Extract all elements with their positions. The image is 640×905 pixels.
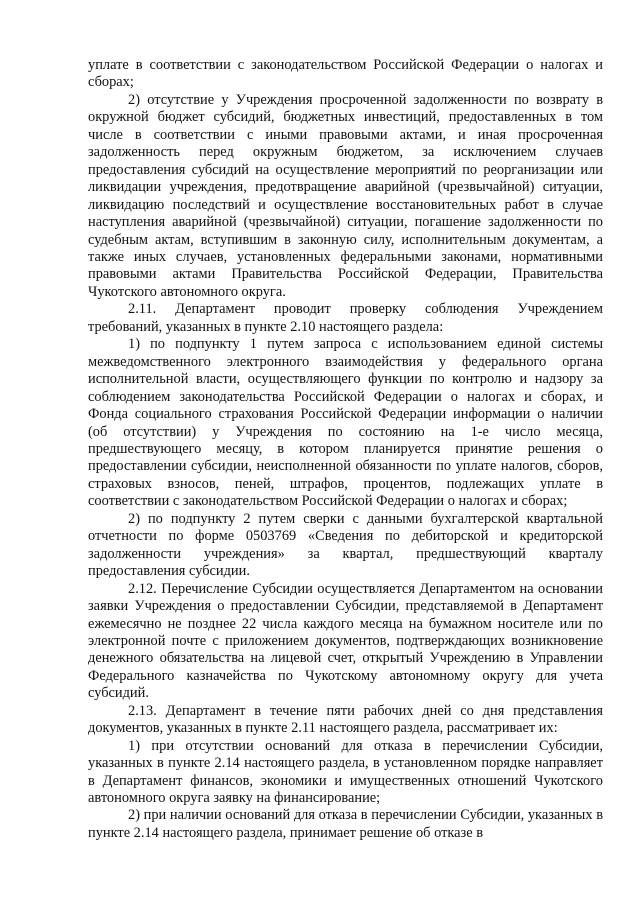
paragraph-clause-2-11: 2.11. Департамент проводит проверку соблюдения Учреждением требований, указанных в пункте 2.10 настоящего раздела: xyxy=(88,301,603,335)
paragraph-clause-2-13-item-1: 1) при отсутствии оснований для отказа в перечислении Субсидии, указанных в пункте 2.14 настоящего раздела, в установленном порядке направляет в Департамент финансов, экономики и имущественных отношений Чукотского автономного округа заявку на финансирование; xyxy=(88,737,603,807)
paragraph-clause-2-11-item-2: 2) по подпункту 2 путем сверки с данными бухгалтерской квартальной отчетности по форме 0503769 «Сведения по дебиторской и кредиторской задолженности учреждения» за квартал, предшествующий кварталу предоставления субсидии. xyxy=(88,510,603,580)
paragraph-clause-2-12: 2.12. Перечисление Субсидии осуществляется Департаментом на основании заявки Учреждения о предоставлении Субсидии, представляемой в Департамент ежемесячно не позднее 22 числа каждого месяца на бумажном носителе или по электронной почте с приложением документов, подтверждающих возникновение денежного обязательства на лицевой счет, открытый Учреждению в Управлении Федерального казначейства по Чукотскому автономному округу для учета субсидий. xyxy=(88,580,603,702)
paragraph-clause-2-11-item-1: 1) по подпункту 1 путем запроса с использованием единой системы межведомственного электронного взаимодействия у федерального органа исполнительной власти, осуществляющего функции по контролю и надзору за соблюдением законодательства Российской Федерации о налогах и сборах, и Фонда социального страхования Российской Федерации информации о наличии (об отсутствии) у Учреждения по состоянию на 1-е число месяца, предшествующего месяцу, в котором планируется принятие решения о предоставлении субсидии, неисполненной обязанности по уплате налогов, сборов, страховых взносов, пеней, штрафов, процентов, подлежащих уплате в соответствии с законодательством Российской Федерации о налогах и сборах; xyxy=(88,336,603,510)
paragraph-clause-2-13: 2.13. Департамент в течение пяти рабочих дней со дня представления документов, указанных в пункте 2.11 настоящего раздела, рассматривает их: xyxy=(88,702,603,737)
paragraph-item-2: 2) отсутствие у Учреждения просроченной задолженности по возврату в окружной бюджет субсидий, бюджетных инвестиций, предоставленных в том числе в соответствии с иными правовыми актами, и иная просроченная задолженность перед окружным бюджетом, за исключением случаев предоставления субсидий на осуществление мероприятий по реорганизации или ликвидации учреждения, предотвращение аварийной (чрезвычайной) ситуации, ликвидацию последствий и осуществление восстановительных работ в случае наступления аварийной (чрезвычайной) ситуации, погашение задолженности по судебным актам, вступившим в законную силу, исполнительным документам, а также иных случаев, установленных федеральными законами, нормативными правовыми актами Правительства Российской Федерации, Правительства Чукотского автономного округа. xyxy=(88,91,603,300)
paragraph-continuation: уплате в соответствии с законодательством Российской Федерации о налогах и сборах; xyxy=(88,57,603,91)
document-page xyxy=(88,57,603,842)
paragraph-clause-2-13-item-2: 2) при наличии оснований для отказа в перечислении Субсидии, указанных в пункте 2.14 настоящего раздела, принимает решение об отказе в xyxy=(88,807,603,841)
